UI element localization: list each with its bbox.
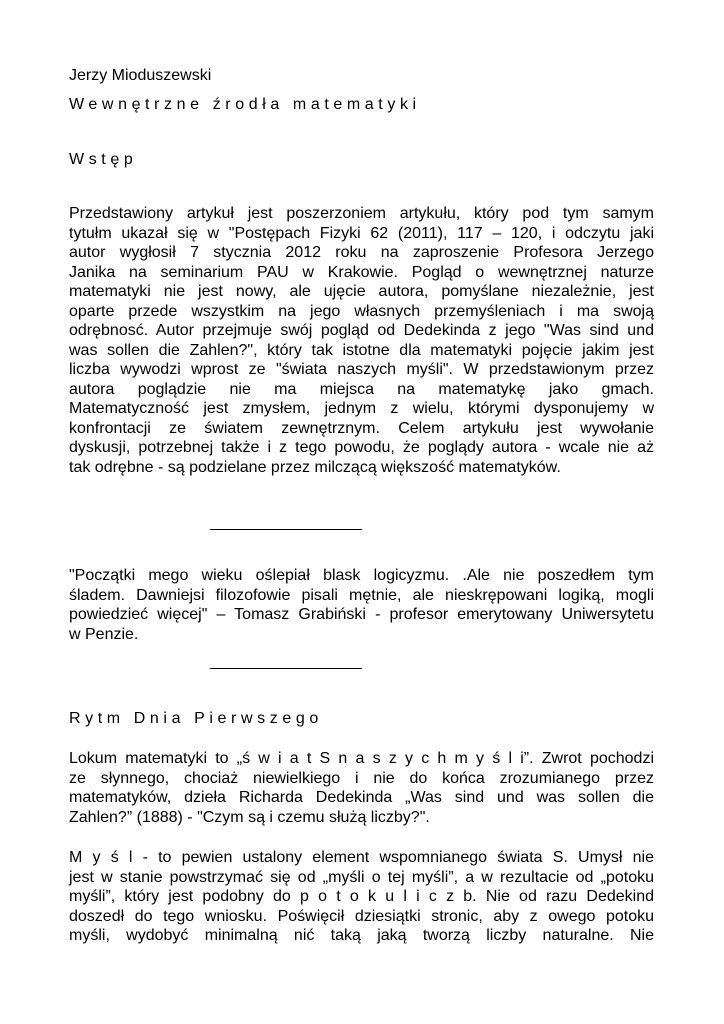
author-name: Jerzy Mioduszewski [69, 67, 212, 84]
body-line: M y ś l - to pewien ustalony element wspomnianego świata S. Umysł nie [69, 849, 654, 866]
paragraph-1 [69, 749, 654, 827]
intro-line: autora poglądzie nie ma miejsca na matematykę jako gmach. [69, 380, 654, 398]
epigraph-quote [69, 566, 654, 644]
intro-line: dyskusji, potrzebnej także i z tego powodu, że poglądy autora - wcale nie aż [69, 439, 654, 456]
document-title: Wewnętrzne źrodła matematyki [69, 96, 421, 113]
body-line: Lokum matematyki to „ś w i a t S n a s z y c h m y ś l i”. Zwrot pochodzi [69, 750, 654, 767]
body-line: Zahlen?” (1888) - "Czym są i czemu służą liczby?". [69, 808, 430, 826]
body-line: ze słynnego, chociaż niewielkiego i nie do końca zrozumianego przez [69, 769, 654, 787]
body-line: matematyków, dzieła Richarda Dedekinda „Was sind und was sollen die [69, 789, 654, 806]
intro-line: tak odrębne - są podzielane przez milczącą większość matematyków. [69, 458, 561, 476]
intro-line: liczba wywodzi wprost ze "świata naszych myśli". W przedstawionym przez [69, 361, 654, 378]
quote-line: śladem. Dawniejsi filozofowie pisali mętnie, ale nieskrępowani logiką, mogli [69, 586, 654, 604]
intro-heading: Wstęp [69, 151, 138, 168]
intro-line: odrębnosć. Autor przejmuje swój pogląd od Dedekinda z jego "Was sind und [69, 322, 654, 339]
body-line: jest w stanie powstrzymać się od „myśli o tej myśli”, a w rezultacie od „potoku [69, 868, 654, 886]
separator-rule [210, 668, 362, 669]
intro-line: Matematyczność jest zmysłem, jednym z wielu, którymi dysponujemy w [69, 400, 654, 417]
quote-line: powiedzieć więcej" – Tomasz Grabiński - profesor emerytowany Uniwersytetu [69, 606, 654, 623]
intro-line: konfrontacji ze światem zewnętrznym. Celem artykułu jest wywołanie [69, 419, 654, 437]
intro-line: was sollen die Zahlen?", który tak istotne dla matematyki pojęcie jakim jest [69, 341, 654, 359]
intro-line: Janika na seminarium PAU w Krakowie. Pogląd o wewnętrznej naturze [69, 263, 654, 281]
quote-line: w Penzie. [69, 625, 139, 643]
body-line: doszedł do tego wniosku. Poświęcił dziesiątki stronic, aby z owego potoku [69, 907, 654, 925]
intro-line: autor wygłosił 7 stycznia 2012 roku na zaproszenie Profesora Jerzego [69, 244, 654, 261]
body-line: myśli”, który jest podobny do p o t o k u l i c z b. Nie od razu Dedekind [69, 888, 654, 905]
intro-paragraph [69, 204, 654, 477]
intro-line: tytułm ukazał się w "Postępach Fizyki 62 (2011), 117 – 120, i odczytu jaki [69, 224, 654, 242]
intro-line: Przedstawiony artykuł jest poszerzoniem artykułu, który pod tym samym [69, 205, 654, 222]
intro-line: oparte przede wszystkim na jego własnych przemyśleniach i ma swoją [69, 302, 654, 320]
section-heading: Rytm Dnia Pierwszego [69, 710, 323, 727]
separator-rule [210, 529, 362, 530]
intro-line: matematyki nie jest nowy, ale ujęcie autora, pomyślane niezależnie, jest [69, 283, 654, 300]
paragraph-2 [69, 848, 654, 946]
quote-line: "Początki mego wieku oślepiał blask logicyzmu. .Ale nie poszedłem tym [69, 567, 654, 584]
body-line: myśli, wydobyć minimalną nić taką jaką tworzą liczby naturalne. Nie [69, 927, 654, 944]
